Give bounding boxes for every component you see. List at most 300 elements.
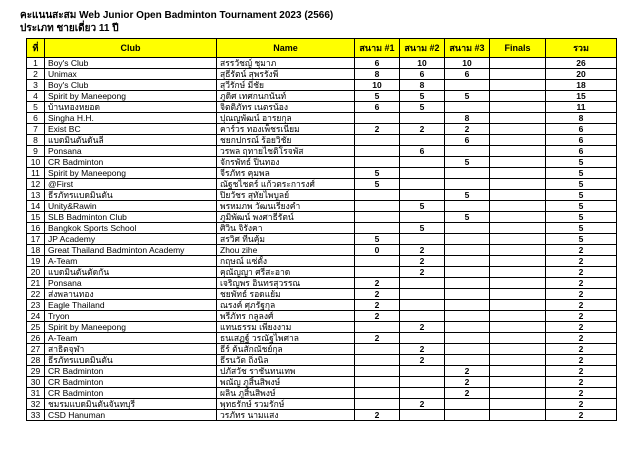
- cell-no: 12: [27, 179, 45, 190]
- cell-name: พรีภัทร กลูลงศ์: [217, 311, 355, 322]
- cell-club: Boy's Club: [45, 80, 217, 91]
- cell-club: @First: [45, 179, 217, 190]
- table-row: [27, 80, 617, 91]
- cell-total: 11: [546, 102, 617, 113]
- cell-court1: [355, 212, 400, 223]
- table-row: [27, 212, 617, 223]
- cell-total: 5: [546, 223, 617, 234]
- cell-club: Spirit by Maneepong: [45, 322, 217, 333]
- cell-name: ผลิน ภูสิ้นสิพงษ์: [217, 388, 355, 399]
- cell-total: 2: [546, 355, 617, 366]
- cell-court3: 5: [445, 212, 490, 223]
- cell-court2: 5: [400, 223, 445, 234]
- cell-total: 18: [546, 80, 617, 91]
- cell-club: Tryon: [45, 311, 217, 322]
- cell-finals: [490, 322, 546, 333]
- cell-finals: [490, 344, 546, 355]
- cell-finals: [490, 223, 546, 234]
- cell-total: 2: [546, 289, 617, 300]
- cell-total: 6: [546, 124, 617, 135]
- cell-total: 2: [546, 300, 617, 311]
- cell-club: ชมรมแบดมินตันจันทบุรี: [45, 399, 217, 410]
- cell-court2: [400, 311, 445, 322]
- cell-court3: [445, 344, 490, 355]
- table-row: [27, 234, 617, 245]
- cell-no: 3: [27, 80, 45, 91]
- cell-name: สรวิศ ทีนคุ้ม: [217, 234, 355, 245]
- cell-club: CR Badminton: [45, 366, 217, 377]
- cell-court2: [400, 300, 445, 311]
- cell-court2: 2: [400, 256, 445, 267]
- cell-name: เจริญพร อินทรสุวรรณ: [217, 278, 355, 289]
- cell-court2: 6: [400, 146, 445, 157]
- cell-court3: 8: [445, 113, 490, 124]
- cell-court3: 6: [445, 69, 490, 80]
- cell-court1: [355, 113, 400, 124]
- cell-total: 2: [546, 388, 617, 399]
- col-header-name: Name: [217, 39, 355, 58]
- cell-court1: [355, 399, 400, 410]
- cell-no: 9: [27, 146, 45, 157]
- cell-name: ธีรนวัต ถิ่งนิล: [217, 355, 355, 366]
- cell-court2: 2: [400, 322, 445, 333]
- cell-no: 27: [27, 344, 45, 355]
- cell-court1: 5: [355, 179, 400, 190]
- cell-finals: [490, 212, 546, 223]
- cell-no: 13: [27, 190, 45, 201]
- cell-club: Unimax: [45, 69, 217, 80]
- cell-name: ปิยวัชร สุทัยไพบูลย์: [217, 190, 355, 201]
- cell-no: 16: [27, 223, 45, 234]
- cell-total: 15: [546, 91, 617, 102]
- table-row: [27, 289, 617, 300]
- cell-court1: 2: [355, 333, 400, 344]
- table-row: [27, 91, 617, 102]
- cell-total: 2: [546, 333, 617, 344]
- cell-no: 21: [27, 278, 45, 289]
- cell-no: 29: [27, 366, 45, 377]
- cell-finals: [490, 113, 546, 124]
- cell-name: ปุณญพัฒน์ อารยกุล: [217, 113, 355, 124]
- table-row: [27, 388, 617, 399]
- cell-name: กฤษณ์ แซ่ตั้ง: [217, 256, 355, 267]
- cell-court2: [400, 278, 445, 289]
- cell-court1: 6: [355, 102, 400, 113]
- cell-name: ปภัสวัช ราชันทนเทพ: [217, 366, 355, 377]
- cell-court2: 2: [400, 344, 445, 355]
- cell-no: 14: [27, 201, 45, 212]
- cell-no: 2: [27, 69, 45, 80]
- cell-finals: [490, 124, 546, 135]
- cell-total: 2: [546, 267, 617, 278]
- cell-name: ชยกปกรณ์ ร้อยวิชัย: [217, 135, 355, 146]
- cell-finals: [490, 300, 546, 311]
- cell-court2: [400, 333, 445, 344]
- table-row: [27, 267, 617, 278]
- cell-court2: 10: [400, 58, 445, 69]
- cell-court2: 2: [400, 124, 445, 135]
- cell-club: Spirit by Maneepong: [45, 168, 217, 179]
- cell-court2: [400, 366, 445, 377]
- cell-club: CSD Hanuman: [45, 410, 217, 421]
- cell-name: จิตติภัทร เนตรน้อง: [217, 102, 355, 113]
- cell-court2: 5: [400, 91, 445, 102]
- cell-finals: [490, 179, 546, 190]
- cell-finals: [490, 278, 546, 289]
- cell-no: 10: [27, 157, 45, 168]
- cell-finals: [490, 256, 546, 267]
- cell-finals: [490, 135, 546, 146]
- cell-name: ชยพัทธ์ รอดแย้ม: [217, 289, 355, 300]
- cell-court3: 2: [445, 366, 490, 377]
- cell-name: ธนเสฏฐ์ วรณัฐไพศาล: [217, 333, 355, 344]
- cell-court1: 6: [355, 58, 400, 69]
- cell-no: 23: [27, 300, 45, 311]
- cell-name: คาร์วร ทองเพ็ชรเนียม: [217, 124, 355, 135]
- cell-name: ภูดิศ เทศกนกนันท์: [217, 91, 355, 102]
- cell-name: พณัญ ภูสิ้นสิพงษ์: [217, 377, 355, 388]
- cell-court1: 2: [355, 300, 400, 311]
- cell-club: Eagle Thailand: [45, 300, 217, 311]
- cell-name: ณัฐชไชตร์ แก้วตระการงศ์: [217, 179, 355, 190]
- cell-name: วรภัทร นามแสง: [217, 410, 355, 421]
- cell-court2: 2: [400, 399, 445, 410]
- cell-club: SLB Badminton Club: [45, 212, 217, 223]
- cell-court3: [445, 399, 490, 410]
- table-row: [27, 322, 617, 333]
- cell-court1: 2: [355, 278, 400, 289]
- cell-court2: 5: [400, 201, 445, 212]
- page-title: คะแนนสะสม Web Junior Open Badminton Tournament 2023 (2566): [20, 10, 334, 21]
- cell-total: 5: [546, 201, 617, 212]
- cell-club: Great Thailand Badminton Academy: [45, 245, 217, 256]
- cell-no: 4: [27, 91, 45, 102]
- cell-club: JP Academy: [45, 234, 217, 245]
- cell-court2: 5: [400, 102, 445, 113]
- cell-finals: [490, 410, 546, 421]
- cell-total: 2: [546, 311, 617, 322]
- cell-court1: 8: [355, 69, 400, 80]
- cell-court2: [400, 157, 445, 168]
- col-header-court2: สนาม #2: [400, 39, 445, 58]
- cell-finals: [490, 190, 546, 201]
- cell-no: 15: [27, 212, 45, 223]
- cell-club: Unity&Rawin: [45, 201, 217, 212]
- cell-court1: [355, 344, 400, 355]
- cell-total: 5: [546, 234, 617, 245]
- cell-total: 5: [546, 190, 617, 201]
- cell-finals: [490, 102, 546, 113]
- cell-club: Singha H.H.: [45, 113, 217, 124]
- cell-name: Zhou zihe: [217, 245, 355, 256]
- cell-court2: [400, 410, 445, 421]
- cell-court2: [400, 168, 445, 179]
- table-row: [27, 102, 617, 113]
- cell-no: 20: [27, 267, 45, 278]
- cell-total: 6: [546, 135, 617, 146]
- cell-total: 5: [546, 179, 617, 190]
- cell-court3: 5: [445, 157, 490, 168]
- table-row: [27, 245, 617, 256]
- cell-court3: [445, 223, 490, 234]
- cell-court1: [355, 201, 400, 212]
- cell-club: Boy's Club: [45, 58, 217, 69]
- cell-total: 2: [546, 410, 617, 421]
- cell-finals: [490, 201, 546, 212]
- cell-finals: [490, 69, 546, 80]
- cell-court3: [445, 179, 490, 190]
- cell-court3: 2: [445, 388, 490, 399]
- cell-court2: [400, 190, 445, 201]
- col-header-court1: สนาม #1: [355, 39, 400, 58]
- cell-court1: [355, 388, 400, 399]
- cell-court3: [445, 168, 490, 179]
- cell-no: 32: [27, 399, 45, 410]
- cell-court3: [445, 80, 490, 91]
- cell-court2: 8: [400, 80, 445, 91]
- cell-court3: [445, 267, 490, 278]
- cell-finals: [490, 377, 546, 388]
- cell-court1: [355, 322, 400, 333]
- cell-court3: [445, 333, 490, 344]
- cell-no: 18: [27, 245, 45, 256]
- table-row: [27, 300, 617, 311]
- cell-no: 33: [27, 410, 45, 421]
- table-row: [27, 201, 617, 212]
- cell-finals: [490, 168, 546, 179]
- cell-court2: [400, 289, 445, 300]
- cell-court3: [445, 322, 490, 333]
- cell-finals: [490, 146, 546, 157]
- table-body: [27, 58, 617, 421]
- cell-club: บ้านทองหยอด: [45, 102, 217, 113]
- cell-court1: [355, 366, 400, 377]
- cell-club: Ponsana: [45, 146, 217, 157]
- cell-court2: 2: [400, 355, 445, 366]
- cell-court3: [445, 102, 490, 113]
- cell-no: 25: [27, 322, 45, 333]
- cell-finals: [490, 91, 546, 102]
- cell-name: สุวีรักษ์ มีชัย: [217, 80, 355, 91]
- cell-name: ณรงค์ ศุภรัฐกุล: [217, 300, 355, 311]
- cell-court1: 2: [355, 311, 400, 322]
- table-row: [27, 366, 617, 377]
- cell-court2: 6: [400, 69, 445, 80]
- cell-name: จีรภัทร คุมพล: [217, 168, 355, 179]
- cell-court1: 2: [355, 289, 400, 300]
- cell-court3: [445, 289, 490, 300]
- cell-finals: [490, 80, 546, 91]
- cell-court3: [445, 311, 490, 322]
- cell-total: 2: [546, 322, 617, 333]
- cell-club: Bangkok Sports School: [45, 223, 217, 234]
- table-row: [27, 179, 617, 190]
- col-header-total: รวม: [546, 39, 617, 58]
- table-row: [27, 278, 617, 289]
- cell-total: 2: [546, 344, 617, 355]
- cell-court1: [355, 157, 400, 168]
- cell-court3: 5: [445, 91, 490, 102]
- cell-court1: [355, 190, 400, 201]
- cell-name: ภูมิพัฒน์ พงศาธีรัตน์: [217, 212, 355, 223]
- cell-finals: [490, 311, 546, 322]
- cell-total: 5: [546, 212, 617, 223]
- table-row: [27, 344, 617, 355]
- col-header-finals: Finals: [490, 39, 546, 58]
- cell-club: CR Badminton: [45, 388, 217, 399]
- cell-total: 2: [546, 245, 617, 256]
- cell-court1: [355, 377, 400, 388]
- cell-no: 8: [27, 135, 45, 146]
- cell-club: สาธิตจุฬา: [45, 344, 217, 355]
- cell-court3: [445, 300, 490, 311]
- table-row: [27, 157, 617, 168]
- table-row: [27, 168, 617, 179]
- cell-no: 24: [27, 311, 45, 322]
- cell-name: ธีร์ ต้นสักณัชย์กุล: [217, 344, 355, 355]
- table-row: [27, 256, 617, 267]
- cell-finals: [490, 388, 546, 399]
- cell-finals: [490, 289, 546, 300]
- table-row: [27, 69, 617, 80]
- cell-court1: 2: [355, 410, 400, 421]
- cell-name: จักรพัทธ์ ปิ่นทอง: [217, 157, 355, 168]
- cell-finals: [490, 366, 546, 377]
- table-row: [27, 223, 617, 234]
- cell-name: วรพล ฤทายไชติโรจพัส: [217, 146, 355, 157]
- cell-court1: 2: [355, 124, 400, 135]
- cell-club: ธีรภัทรแบดมินตัน: [45, 355, 217, 366]
- cell-court2: [400, 388, 445, 399]
- cell-court2: [400, 377, 445, 388]
- cell-total: 2: [546, 256, 617, 267]
- cell-court3: 2: [445, 377, 490, 388]
- table-row: [27, 124, 617, 135]
- cell-club: CR Badminton: [45, 377, 217, 388]
- cell-no: 22: [27, 289, 45, 300]
- cell-club: Exist BC: [45, 124, 217, 135]
- cell-club: แบดมินตันดันลี: [45, 135, 217, 146]
- cell-name: คุณัญญา ศรีสะอาด: [217, 267, 355, 278]
- cell-name: พรหมภพ วัฒนเรียงคำ: [217, 201, 355, 212]
- cell-court3: [445, 278, 490, 289]
- cell-club: Spirit by Maneepong: [45, 91, 217, 102]
- cell-club: Ponsana: [45, 278, 217, 289]
- cell-court3: [445, 146, 490, 157]
- cell-name: สุธีรัตน์ สุพรรังพี: [217, 69, 355, 80]
- cell-no: 6: [27, 113, 45, 124]
- table-row: [27, 135, 617, 146]
- cell-court3: [445, 410, 490, 421]
- cell-court3: [445, 355, 490, 366]
- cell-club: A-Team: [45, 256, 217, 267]
- table-row: [27, 410, 617, 421]
- cell-finals: [490, 58, 546, 69]
- cell-court3: [445, 201, 490, 212]
- cell-finals: [490, 234, 546, 245]
- cell-court1: [355, 223, 400, 234]
- cell-no: 19: [27, 256, 45, 267]
- cell-no: 17: [27, 234, 45, 245]
- cell-court1: 0: [355, 245, 400, 256]
- standings-table: [26, 38, 617, 421]
- cell-court2: 2: [400, 267, 445, 278]
- cell-court3: 10: [445, 58, 490, 69]
- cell-no: 30: [27, 377, 45, 388]
- cell-no: 1: [27, 58, 45, 69]
- cell-no: 5: [27, 102, 45, 113]
- cell-total: 2: [546, 366, 617, 377]
- table-row: [27, 399, 617, 410]
- col-header-court3: สนาม #3: [445, 39, 490, 58]
- cell-court1: [355, 135, 400, 146]
- cell-court2: 2: [400, 245, 445, 256]
- cell-court3: 2: [445, 124, 490, 135]
- cell-no: 7: [27, 124, 45, 135]
- table-header-row: [27, 39, 617, 58]
- table-row: [27, 58, 617, 69]
- table-row: [27, 311, 617, 322]
- cell-finals: [490, 399, 546, 410]
- cell-total: 5: [546, 157, 617, 168]
- cell-court1: [355, 267, 400, 278]
- table-row: [27, 113, 617, 124]
- cell-finals: [490, 333, 546, 344]
- cell-club: CR Badminton: [45, 157, 217, 168]
- table-row: [27, 146, 617, 157]
- cell-court3: [445, 245, 490, 256]
- cell-finals: [490, 355, 546, 366]
- cell-name: พุทธรักษ์ รวมรักษ์: [217, 399, 355, 410]
- cell-club: แบดมินตันตัดกัน: [45, 267, 217, 278]
- cell-no: 26: [27, 333, 45, 344]
- col-header-club: Club: [45, 39, 217, 58]
- cell-total: 6: [546, 146, 617, 157]
- cell-court1: 10: [355, 80, 400, 91]
- cell-court3: 6: [445, 135, 490, 146]
- cell-total: 2: [546, 399, 617, 410]
- cell-total: 8: [546, 113, 617, 124]
- cell-finals: [490, 267, 546, 278]
- table-row: [27, 355, 617, 366]
- cell-name: สรรวัชญ์ ชุมาภ: [217, 58, 355, 69]
- cell-court3: [445, 256, 490, 267]
- table-row: [27, 333, 617, 344]
- cell-finals: [490, 157, 546, 168]
- cell-court3: [445, 234, 490, 245]
- cell-court2: [400, 179, 445, 190]
- cell-total: 2: [546, 278, 617, 289]
- cell-name: ศิวิน จิรังคา: [217, 223, 355, 234]
- cell-no: 31: [27, 388, 45, 399]
- cell-club: ส่งพลานทอง: [45, 289, 217, 300]
- cell-club: ธีรภัทรแบดมินตัน: [45, 190, 217, 201]
- cell-name: แทนธรรม เพียงงาม: [217, 322, 355, 333]
- cell-court2: [400, 212, 445, 223]
- category-subtitle: ประเภท ชายเดี่ยว 11 ปี: [20, 23, 119, 34]
- cell-finals: [490, 245, 546, 256]
- cell-court1: 5: [355, 91, 400, 102]
- cell-court2: [400, 135, 445, 146]
- cell-total: 20: [546, 69, 617, 80]
- cell-total: 5: [546, 168, 617, 179]
- cell-total: 26: [546, 58, 617, 69]
- table-row: [27, 377, 617, 388]
- cell-court1: 5: [355, 234, 400, 245]
- cell-total: 2: [546, 377, 617, 388]
- cell-club: A-Team: [45, 333, 217, 344]
- col-header-no: ที่: [27, 39, 45, 58]
